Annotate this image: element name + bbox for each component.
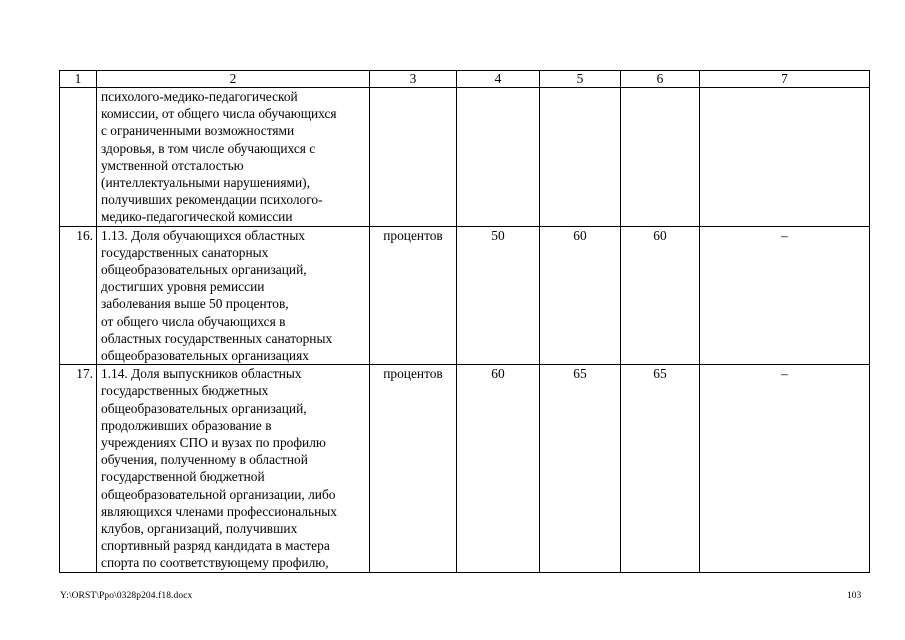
description-line: областных государственных санаторных [101,330,333,346]
description-line: общеобразовательной организации, либо [101,486,336,502]
description-line: комиссии, от общего числа обучающихся [101,106,337,122]
value-col7 [700,88,870,227]
column-header-1: 1 [60,71,97,88]
unit-cell: процентов [370,365,457,572]
description-line: обучения, полученному в областной [101,452,308,468]
column-header-6: 6 [621,71,700,88]
value-col7: – [700,365,870,572]
description-line: являющихся членами профессиональных [101,503,337,519]
description-line: спорта по соответствующему профилю, [101,555,329,571]
description-line: получивших рекомендации психолого- [101,192,323,208]
value-col4: 50 [457,226,540,365]
description-line: государственной бюджетной [101,469,265,485]
description-line: общеобразовательных организаций, [101,400,307,416]
description-line: учреждениях СПО и вузах по профилю [101,435,326,451]
column-header-4: 4 [457,71,540,88]
row-number: 17. [60,365,97,572]
value-col5: 65 [540,365,621,572]
column-header-3: 3 [370,71,457,88]
column-header-7: 7 [700,71,870,88]
footer-file-path: Y:\ORST\Ppo\0328p204.f18.docx [60,591,193,601]
value-col7: – [700,226,870,365]
table-row [60,88,870,227]
description-line: здоровья, в том числе обучающихся с [101,140,316,156]
description-line: 1.13. Доля обучающихся областных [101,227,306,243]
value-col5 [540,88,621,227]
value-col4: 60 [457,365,540,572]
description-line: государственных бюджетных [101,383,269,399]
column-number-row [60,71,870,88]
column-header-2: 2 [97,71,370,88]
description-line: с ограниченными возможностями [101,123,295,139]
value-col6: 65 [621,365,700,572]
footer-page-number: 103 [847,591,862,601]
value-col5: 60 [540,226,621,365]
row-number [60,88,97,227]
description-line: достигших уровня ремиссии [101,279,265,295]
table-row [60,365,870,572]
description-line: психолого-медико-педагогической [101,89,298,104]
unit-cell: процентов [370,226,457,365]
indicator-description [97,226,370,365]
description-line: 1.14. Доля выпускников областных [101,366,302,382]
row-number: 16. [60,226,97,365]
table-row [60,226,870,365]
column-header-5: 5 [540,71,621,88]
description-line: умственной отсталостью [101,157,244,173]
value-col6 [621,88,700,227]
description-line: государственных санаторных [101,244,269,260]
indicators-table [59,70,870,573]
unit-cell [370,88,457,227]
description-line: спортивный разряд кандидата в мастера [101,538,330,554]
description-line: медико-педагогической комиссии [101,209,293,225]
description-line: общеобразовательных организациях [101,348,309,364]
description-line: заболевания выше 50 процентов, [101,296,289,312]
description-line: продолживших образование в [101,417,272,433]
page-bottom-margin [0,576,905,640]
description-line: клубов, организаций, получивших [101,521,298,537]
description-line: общеобразовательных организаций, [101,262,307,278]
value-col6: 60 [621,226,700,365]
description-line: от общего числа обучающихся в [101,313,286,329]
indicator-description [97,88,370,227]
indicator-description [97,365,370,572]
description-line: (интеллектуальными нарушениями), [101,175,310,191]
value-col4 [457,88,540,227]
